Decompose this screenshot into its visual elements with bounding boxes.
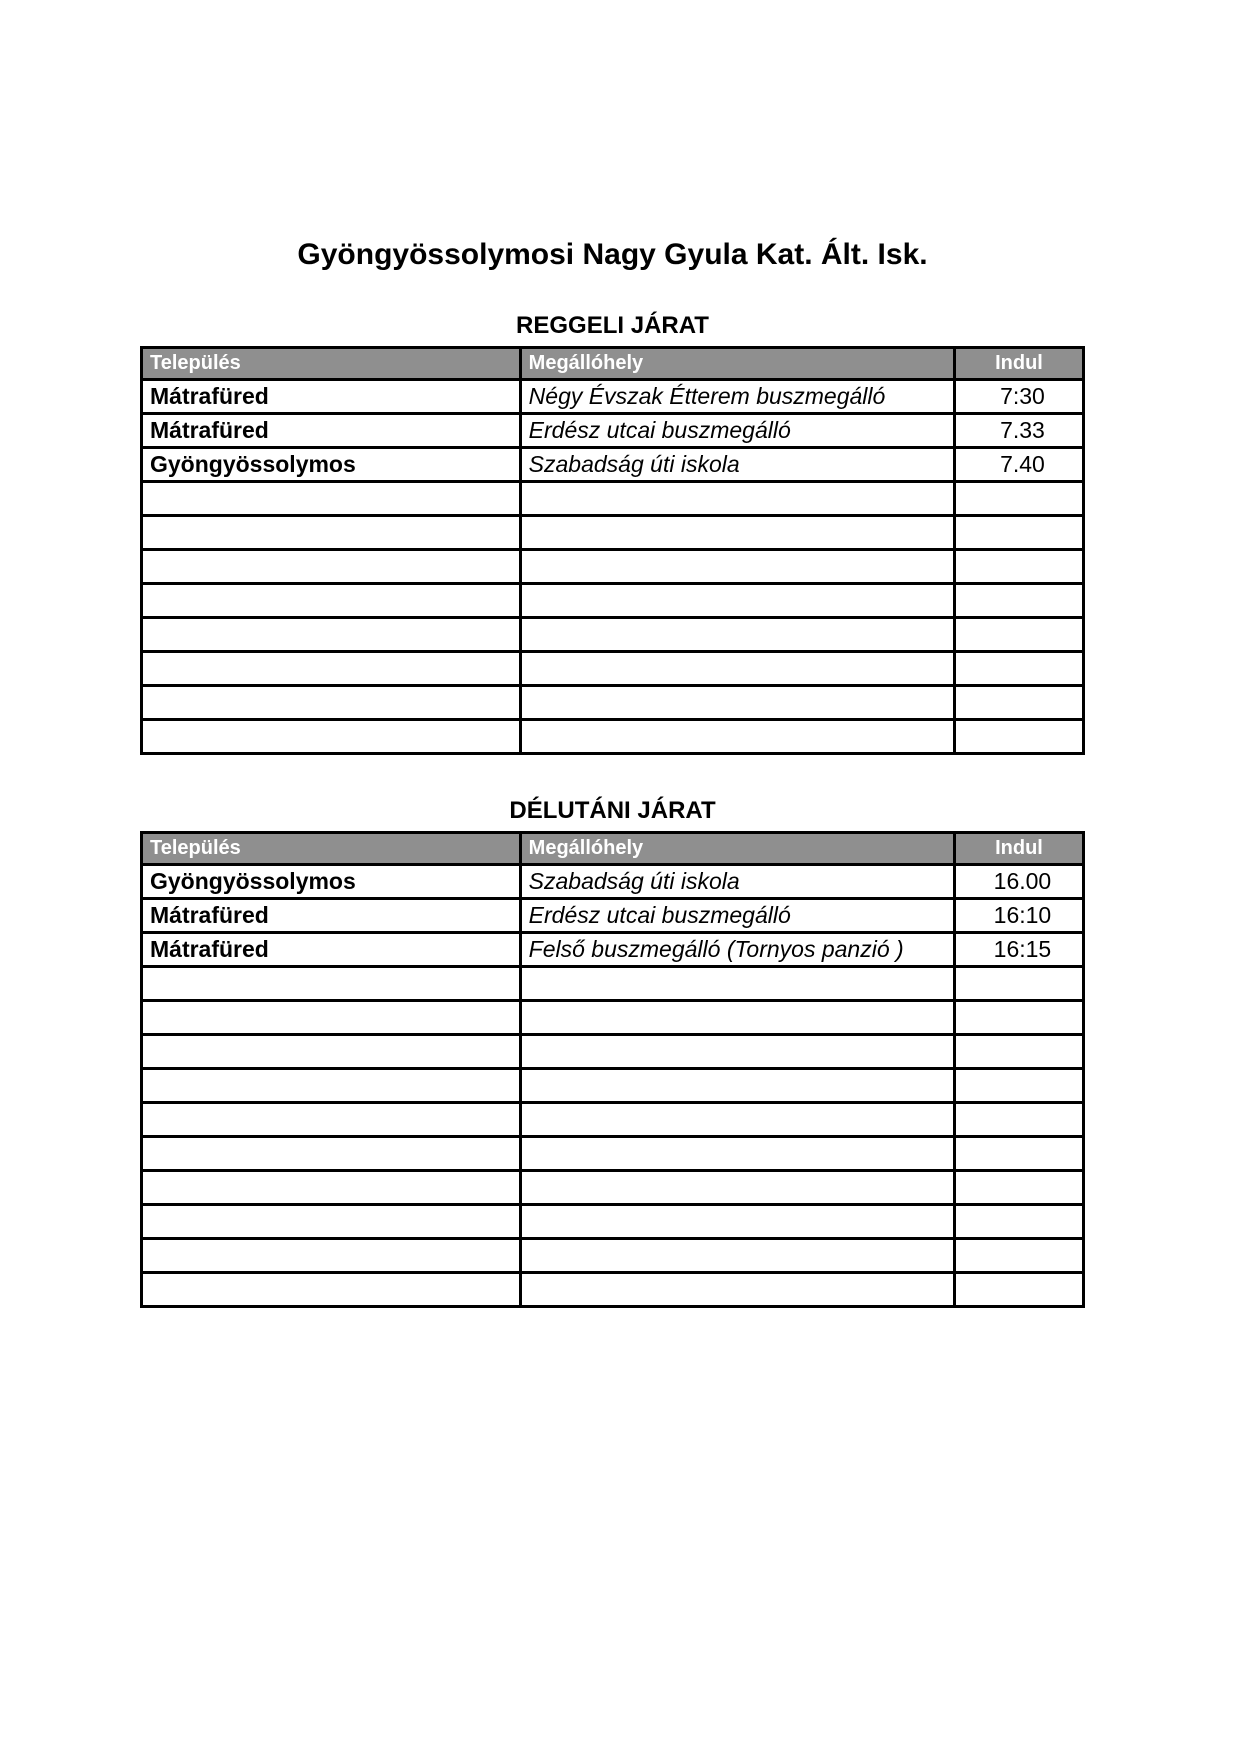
settlement-cell [142,482,521,516]
departure-cell [954,1001,1083,1035]
settlement-cell [142,584,521,618]
departure-cell [954,1205,1083,1239]
stop-cell [520,1137,954,1171]
settlement-cell [142,618,521,652]
settlement-cell [142,1103,521,1137]
departure-cell [954,618,1083,652]
stop-cell [520,686,954,720]
stop-cell [520,1069,954,1103]
stop-cell [520,482,954,516]
departure-cell [954,1239,1083,1273]
settlement-cell [142,652,521,686]
settlement-cell [142,1035,521,1069]
settlement-cell [142,1001,521,1035]
stop-cell [520,550,954,584]
empty-row [142,1069,1084,1103]
settlement-cell [142,1239,521,1273]
column-header-settlement: Település [142,348,521,380]
empty-row [142,1171,1084,1205]
settlement-cell: Mátrafüred [142,414,521,448]
stop-cell [520,516,954,550]
settlement-cell [142,1069,521,1103]
departure-cell [954,584,1083,618]
table-row [142,414,1084,448]
stop-cell: Négy Évszak Étterem buszmegálló [520,380,954,414]
header-row [142,833,1084,865]
settlement-cell [142,967,521,1001]
settlement-cell [142,1273,521,1307]
settlement-cell [142,550,521,584]
column-header-settlement: Település [142,833,521,865]
settlement-cell [142,686,521,720]
departure-cell: 7.33 [954,414,1083,448]
empty-row [142,686,1084,720]
afternoon-route-section [140,797,1085,1308]
empty-row [142,967,1084,1001]
morning-section-title: REGGELI JÁRAT [516,312,709,339]
table-row [142,448,1084,482]
departure-cell: 16:10 [954,899,1083,933]
table-row [142,899,1084,933]
stop-cell [520,1001,954,1035]
stop-cell [520,1035,954,1069]
departure-cell: 16:15 [954,933,1083,967]
empty-row [142,1103,1084,1137]
empty-row [142,1001,1084,1035]
departure-cell [954,482,1083,516]
stop-cell [520,1171,954,1205]
departure-cell [954,1103,1083,1137]
stop-cell [520,1239,954,1273]
stop-cell: Felső buszmegálló (Tornyos panzió ) [520,933,954,967]
morning-route-section [140,312,1085,755]
settlement-cell: Gyöngyössolymos [142,865,521,899]
departure-cell: 16.00 [954,865,1083,899]
column-header-stop: Megállóhely [520,348,954,380]
settlement-cell [142,1137,521,1171]
empty-row [142,482,1084,516]
stop-cell: Szabadság úti iskola [520,865,954,899]
table-row [142,865,1084,899]
stop-cell [520,1103,954,1137]
stop-cell: Erdész utcai buszmegálló [520,414,954,448]
settlement-cell: Mátrafüred [142,899,521,933]
stop-cell: Erdész utcai buszmegálló [520,899,954,933]
departure-cell [954,1035,1083,1069]
departure-cell [954,1069,1083,1103]
empty-row [142,1035,1084,1069]
table-row [142,380,1084,414]
stop-cell: Szabadság úti iskola [520,448,954,482]
settlement-cell: Mátrafüred [142,380,521,414]
empty-row [142,720,1084,754]
morning-schedule-table [140,346,1085,755]
departure-cell [954,686,1083,720]
stop-cell [520,584,954,618]
empty-row [142,550,1084,584]
document-content [140,238,1085,1308]
departure-cell [954,720,1083,754]
column-header-stop: Megállóhely [520,833,954,865]
departure-cell: 7:30 [954,380,1083,414]
departure-cell [954,967,1083,1001]
column-header-departure: Indul [954,348,1083,380]
empty-row [142,1205,1084,1239]
afternoon-section-title: DÉLUTÁNI JÁRAT [509,797,716,824]
settlement-cell: Gyöngyössolymos [142,448,521,482]
settlement-cell [142,516,521,550]
stop-cell [520,1273,954,1307]
departure-cell [954,516,1083,550]
departure-cell [954,550,1083,584]
empty-row [142,516,1084,550]
empty-row [142,652,1084,686]
empty-row [142,1137,1084,1171]
empty-row [142,1239,1084,1273]
departure-cell [954,1273,1083,1307]
stop-cell [520,652,954,686]
stop-cell [520,720,954,754]
departure-cell [954,652,1083,686]
empty-row [142,584,1084,618]
settlement-cell [142,720,521,754]
empty-row [142,1273,1084,1307]
settlement-cell: Mátrafüred [142,933,521,967]
column-header-departure: Indul [954,833,1083,865]
stop-cell [520,967,954,1001]
departure-cell [954,1171,1083,1205]
departure-cell [954,1137,1083,1171]
departure-cell: 7.40 [954,448,1083,482]
settlement-cell [142,1171,521,1205]
table-row [142,933,1084,967]
stop-cell [520,618,954,652]
header-row [142,348,1084,380]
afternoon-schedule-table [140,831,1085,1308]
stop-cell [520,1205,954,1239]
empty-row [142,618,1084,652]
settlement-cell [142,1205,521,1239]
page-title: Gyöngyössolymosi Nagy Gyula Kat. Ált. Isk. [297,238,928,271]
